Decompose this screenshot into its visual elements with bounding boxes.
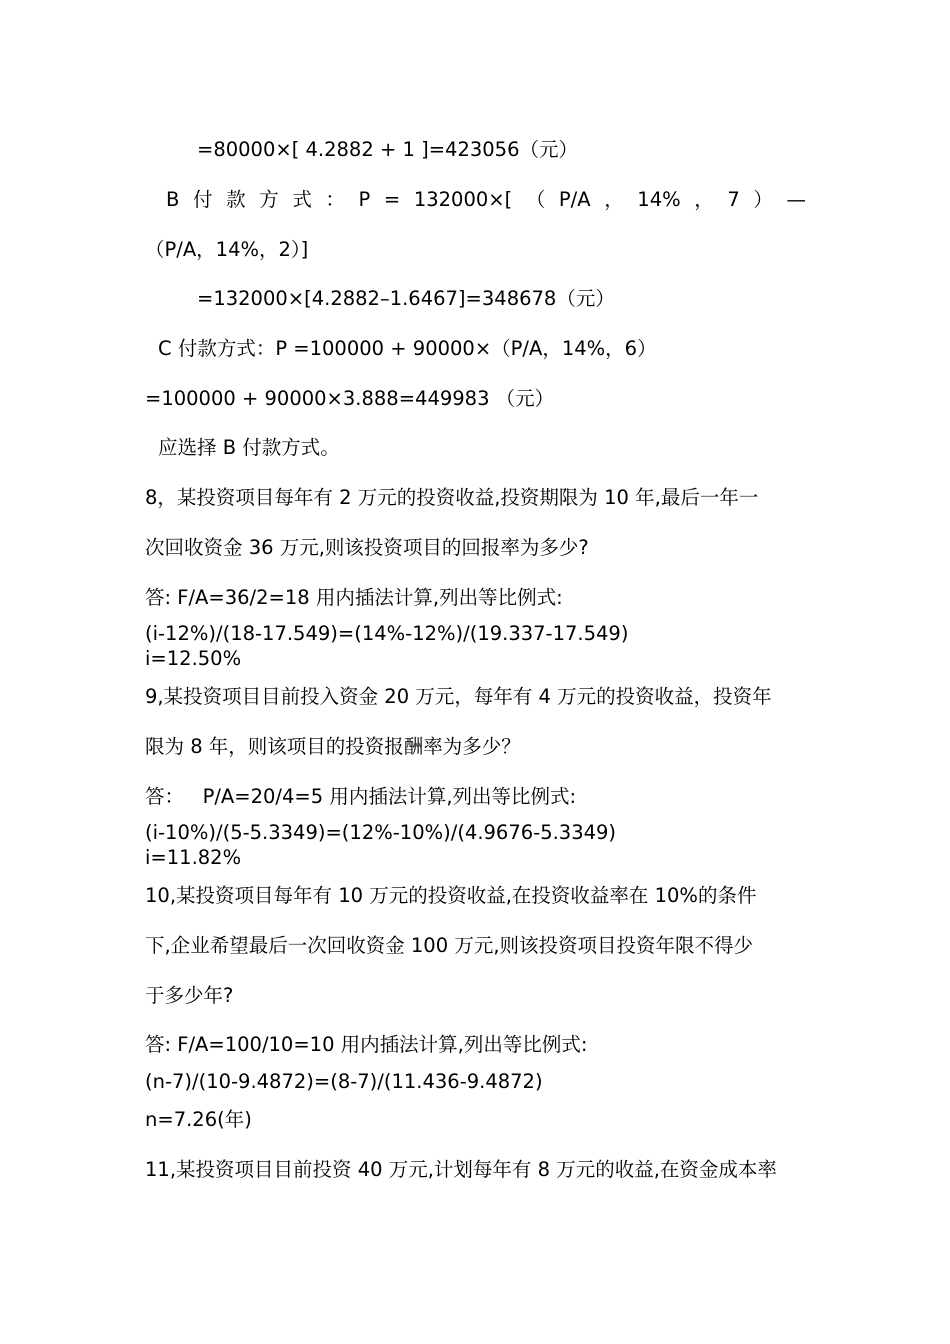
option-b-formula-token: 方	[259, 188, 279, 211]
option-b-calculation: =132000×[4.2882–1.6467]=348678（元）	[197, 287, 615, 310]
option-b-formula-token: —	[786, 188, 806, 211]
answer-9-line-1: 答： P/A=20/4=5 用内插法计算,列出等比例式:	[145, 785, 577, 808]
option-b-formula-token: 14%	[637, 188, 681, 211]
answer-10-line-3: n=7.26(年)	[145, 1108, 252, 1131]
question-11-line-1: 11,某投资项目目前投资 40 万元,计划每年有 8 万元的收益,在资金成本率	[145, 1158, 777, 1181]
option-c-formula: C 付款方式：P =100000 + 90000×（P/A，14%，6）	[158, 337, 657, 360]
option-b-formula-token: ：	[325, 188, 345, 211]
option-b-formula-token: ，	[694, 188, 714, 211]
question-10-line-2: 下,企业希望最后一次回收资金 100 万元,则该投资项目投资年限不得少	[145, 934, 754, 957]
option-b-formula-token: P	[358, 188, 371, 211]
question-9-line-2: 限为 8 年，则该项目的投资报酬率为多少？	[145, 735, 521, 758]
question-8-line-2: 次回收资金 36 万元,则该投资项目的回报率为多少?	[145, 536, 589, 559]
answer-8-line-3: i=12.50%	[145, 647, 242, 670]
option-b-formula-token: =	[383, 188, 401, 211]
answer-9-line-3: i=11.82%	[145, 846, 242, 869]
option-b-formula-token: 7	[727, 188, 740, 211]
question-8-line-1: 8，某投资项目每年有 2 万元的投资收益,投资期限为 10 年,最后一年一	[145, 486, 759, 509]
answer-10-line-2: (n-7)/(10-9.4872)=(8-7)/(11.436-9.4872)	[145, 1070, 543, 1093]
option-b-formula-token: 付	[192, 188, 213, 211]
option-b-formula-token: 132000×[	[413, 188, 513, 211]
question-10-line-3: 于多少年?	[145, 984, 234, 1007]
answer-8-line-2: (i-12%)/(18-17.549)=(14%-12%)/(19.337-17.549)	[145, 622, 629, 645]
option-b-formula-token: 式	[292, 188, 312, 211]
option-b-formula-token: 款	[226, 188, 246, 211]
option-b-formula-token: ，	[604, 188, 624, 211]
option-b-formula	[166, 187, 806, 213]
answer-8-line-1: 答: F/A=36/2=18 用内插法计算,列出等比例式:	[145, 586, 563, 609]
option-b-formula-token: P/A	[558, 188, 591, 211]
conclusion: 应选择 B 付款方式。	[158, 436, 340, 459]
option-b-formula-token: （	[525, 188, 546, 211]
option-b-formula-continued: （P/A，14%，2）]	[145, 238, 309, 261]
option-a-calculation-continued: =80000×[ 4.2882 + 1 ]=423056（元）	[197, 138, 578, 161]
answer-10-line-1: 答: F/A=100/10=10 用内插法计算,列出等比例式:	[145, 1033, 588, 1056]
option-c-calculation: =100000 + 90000×3.888=449983 （元）	[145, 387, 555, 410]
option-b-formula-token: B	[166, 188, 180, 211]
option-b-formula-token: ）	[753, 188, 773, 211]
question-10-line-1: 10,某投资项目每年有 10 万元的投资收益,在投资收益率在 10%的条件	[145, 884, 757, 907]
answer-9-line-2: (i-10%)/(5-5.3349)=(12%-10%)/(4.9676-5.3349)	[145, 821, 617, 844]
question-9-line-1: 9,某投资项目目前投入资金 20 万元，每年有 4 万元的投资收益，投资年	[145, 685, 772, 708]
